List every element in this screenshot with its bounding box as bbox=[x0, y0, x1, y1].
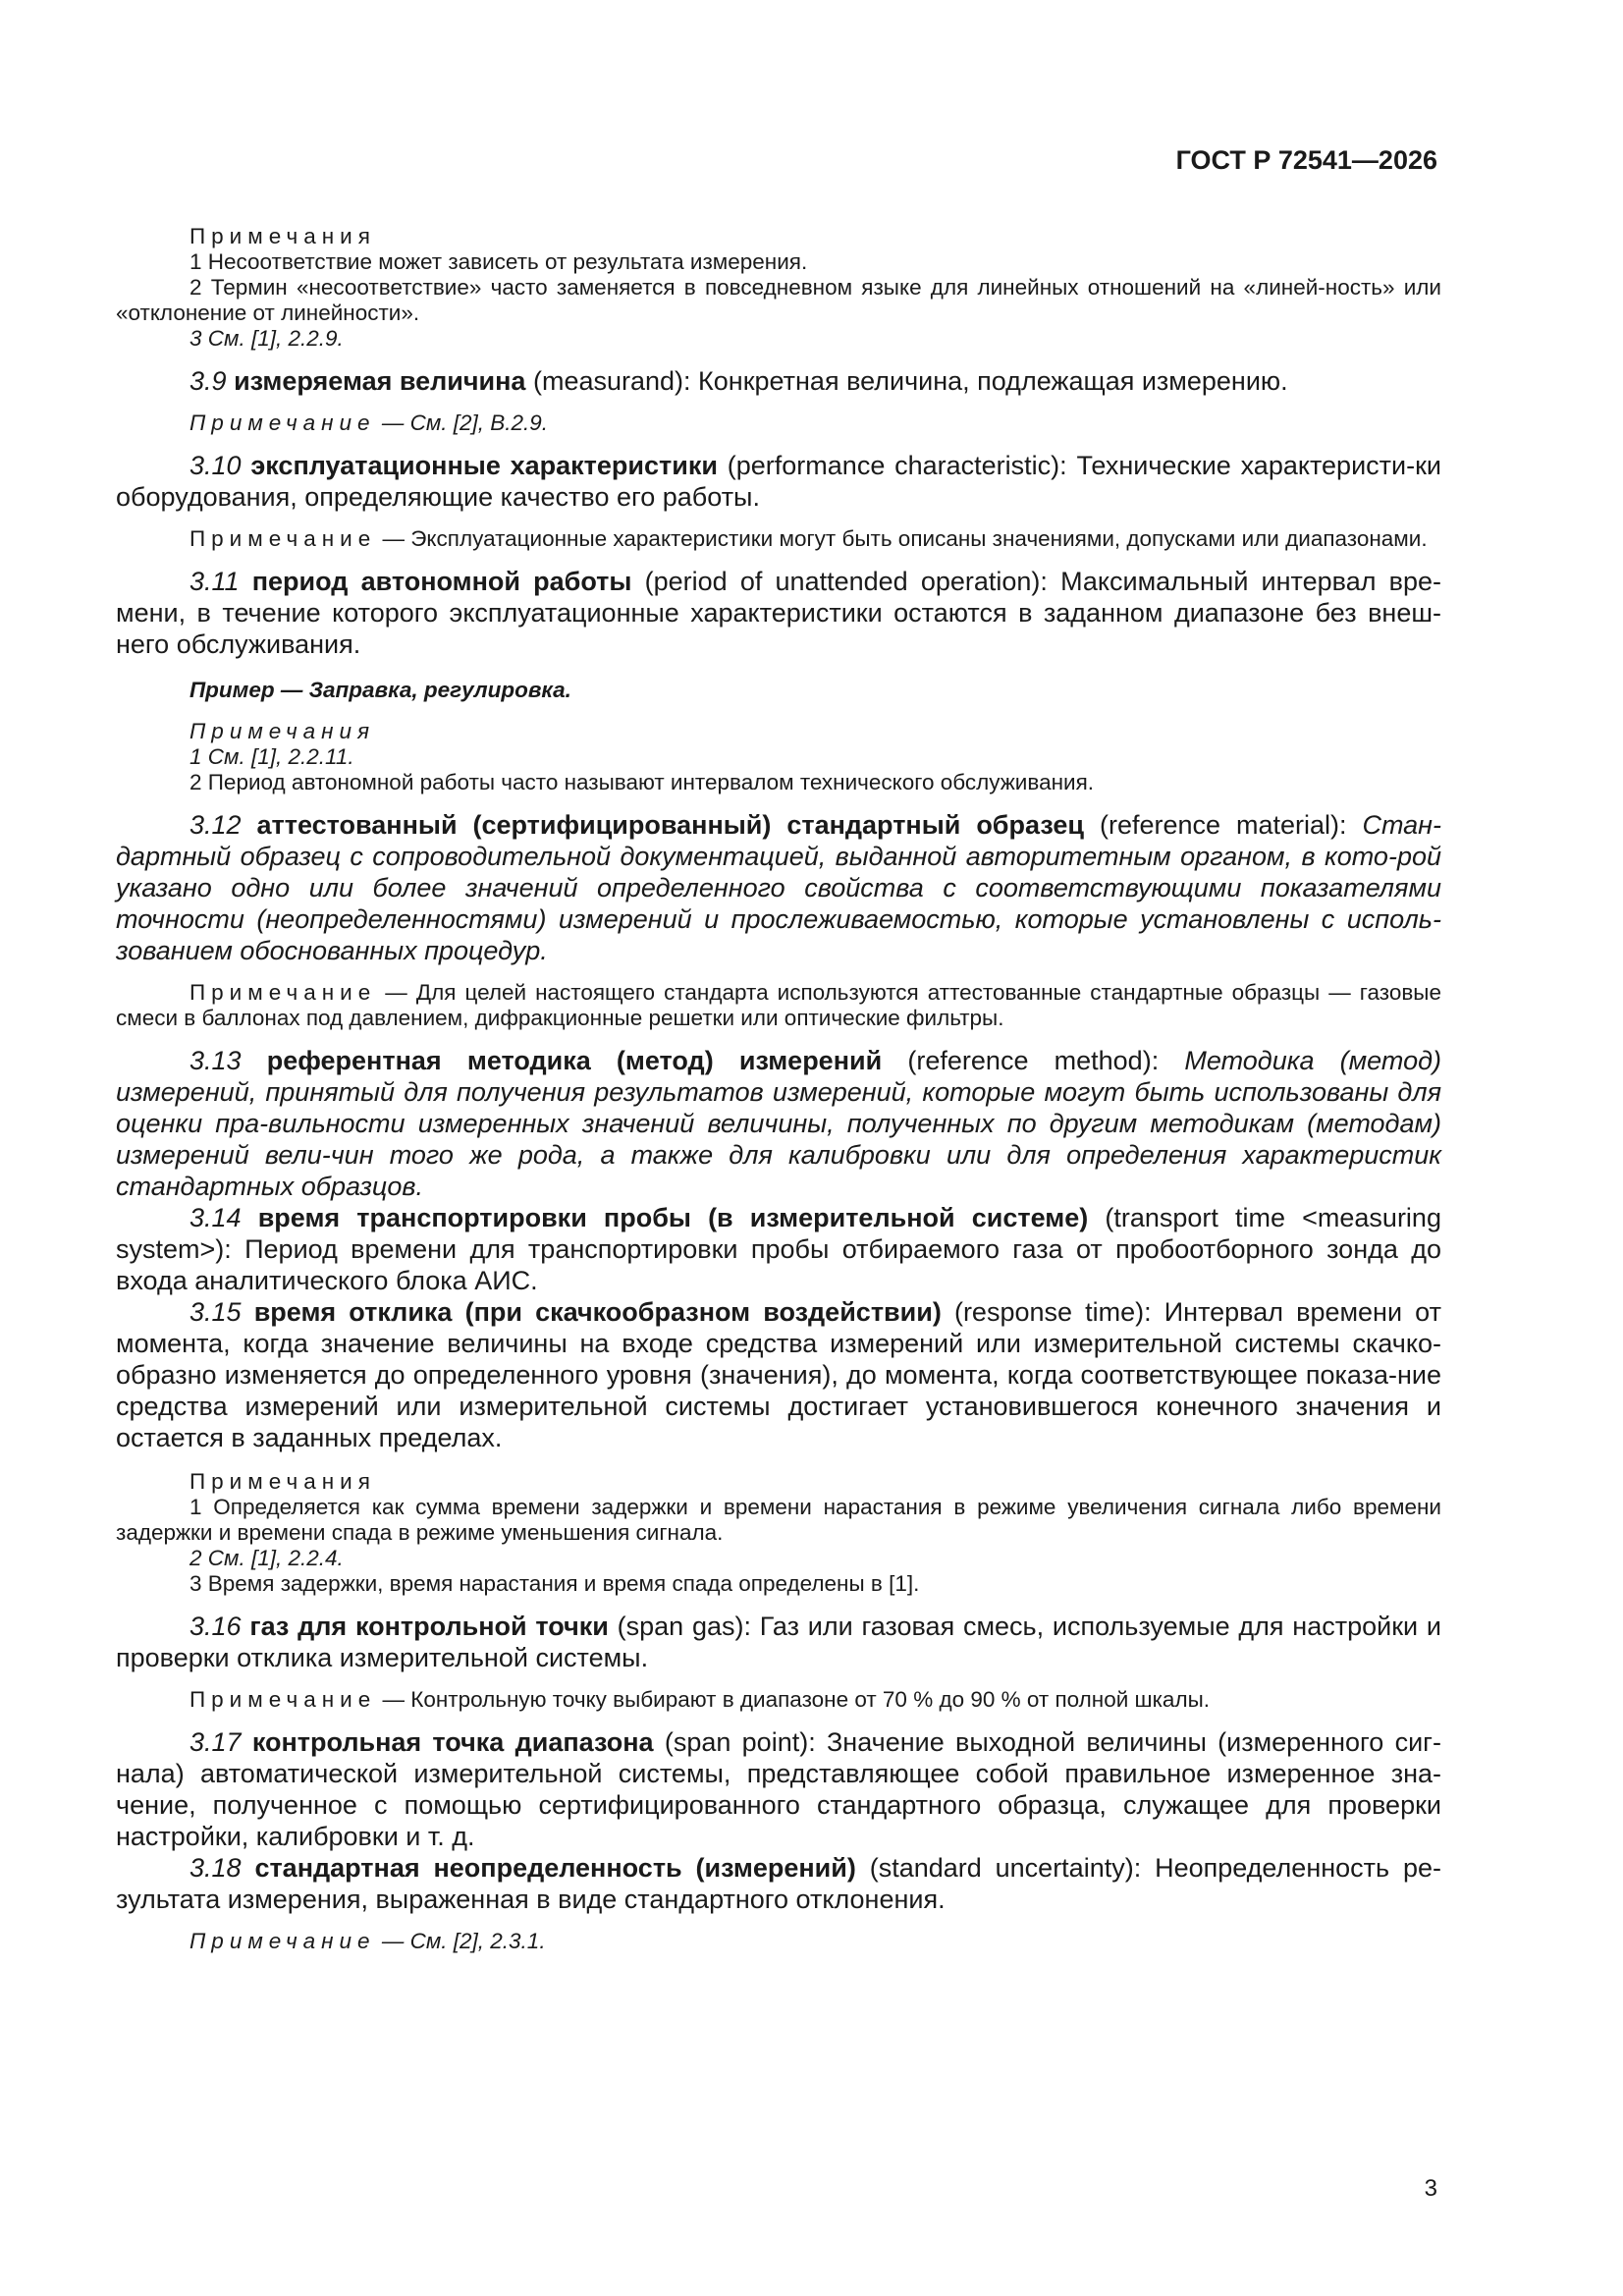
example-3-11: Пример — Заправка, регулировка. bbox=[189, 678, 571, 702]
term-definition: Технические характеристи-ки оборудования, определяющие качество его работы. bbox=[116, 451, 1441, 512]
note-label: Примечание bbox=[189, 410, 376, 435]
term-definition: Интервал времени от момента, когда значение величины на входе средства измерений или измерительной системы скачко-образно изменяется до определенного уровня (значения), до момента, когда соответствующее показа-ние средства измерений или измерительной системы достигает установившегося конечного значения и остается в заданных пределах. bbox=[116, 1297, 1441, 1452]
note-3-9 bbox=[116, 410, 1441, 436]
term-entry-3-17 bbox=[116, 1726, 1441, 1852]
term-english: (response time): bbox=[953, 1297, 1152, 1327]
term-name: измеряемая величина bbox=[234, 366, 526, 396]
note-item: 2 Период автономной работы часто называют интервалом технического обслуживания. bbox=[189, 770, 1095, 794]
note-3-12 bbox=[116, 980, 1441, 1031]
term-english: (reference method): bbox=[907, 1046, 1160, 1075]
term-english: (performance characteristic): bbox=[727, 451, 1067, 480]
notes-title: Примечания bbox=[189, 224, 376, 248]
term-entry-3-13 bbox=[116, 1045, 1441, 1202]
term-definition: Конкретная величина, подлежащая измерению. bbox=[690, 366, 1288, 396]
term-number: 3.15 bbox=[189, 1297, 242, 1327]
note-3-10 bbox=[116, 526, 1441, 552]
term-number: 3.9 bbox=[189, 366, 227, 396]
term-english: (period of unattended operation): bbox=[644, 567, 1048, 596]
term-english: (reference material): bbox=[1099, 810, 1347, 840]
term-definition: Газ или газовая смесь, используемые для настройки и проверки отклика измерительной системы. bbox=[116, 1612, 1441, 1672]
term-entry-3-18 bbox=[116, 1852, 1441, 1915]
note-3-18 bbox=[116, 1929, 1441, 1954]
note-label: Примечание bbox=[189, 526, 377, 551]
term-name: время отклика (при скачкообразном воздействии) bbox=[253, 1297, 942, 1327]
term-entry-3-10 bbox=[116, 450, 1441, 513]
note-label: Примечание bbox=[189, 980, 377, 1005]
note-item: 3 Время задержки, время нарастания и время спада определены в [1]. bbox=[189, 1571, 920, 1596]
term-english: (span gas): bbox=[617, 1612, 751, 1641]
note-item: 2 См. [1], 2.2.4. bbox=[189, 1546, 344, 1570]
notes-title: Примечания bbox=[189, 1469, 376, 1494]
term-number: 3.12 bbox=[189, 810, 242, 840]
term-entry-3-11 bbox=[116, 566, 1441, 660]
note-3-16 bbox=[116, 1687, 1441, 1713]
term-number: 3.13 bbox=[189, 1046, 242, 1075]
note-text: — Для целей настоящего стандарта используются аттестованные стандартные образцы — газовые смеси в баллонах под давлением, дифракционные решетки или оптические фильтры. bbox=[116, 980, 1441, 1030]
note-label: Примечание bbox=[189, 1929, 376, 1953]
term-name: референтная методика (метод) измерений bbox=[266, 1046, 883, 1075]
term-definition: Значение выходной величины (измеренного сиг-нала) автоматической измерительной системы, представляющее собой правильное измеренное зна-чение, полученное с помощью сертифицированного стандартного образца, служащее для проверки настройки, калибровки и т. д. bbox=[116, 1727, 1441, 1851]
document-body bbox=[116, 224, 1441, 1954]
term-entry-3-15 bbox=[116, 1296, 1441, 1453]
term-english: (transport time <measuring system>): bbox=[116, 1203, 1441, 1264]
term-definition: Период времени для транспортировки пробы отбираемого газа от пробоотборного зонда до входа аналитического блока АИС. bbox=[116, 1234, 1441, 1295]
note-text: — См. [2], 2.3.1. bbox=[375, 1929, 546, 1953]
note-item: 1 Несоответствие может зависеть от результата измерения. bbox=[189, 249, 808, 274]
term-number: 3.16 bbox=[189, 1612, 242, 1641]
notes-title: Примечания bbox=[189, 719, 376, 743]
term-number: 3.10 bbox=[189, 451, 242, 480]
term-name: аттестованный (сертифицированный) стандартный образец bbox=[256, 810, 1085, 840]
term-definition: Неопределенность ре-зультата измерения, выраженная в виде стандартного отклонения. bbox=[116, 1853, 1441, 1914]
term-name: эксплуатационные характеристики bbox=[250, 451, 718, 480]
term-name: контрольная точка диапазона bbox=[251, 1727, 654, 1757]
note-text: — Эксплуатационные характеристики могут быть описаны значениями, допусками или диапазонами. bbox=[376, 526, 1428, 551]
term-name: период автономной работы bbox=[251, 567, 632, 596]
term-name: газ для контрольной точки bbox=[249, 1612, 609, 1641]
note-text: — См. [2], В.2.9. bbox=[375, 410, 549, 435]
term-english: (standard uncertainty): bbox=[869, 1853, 1142, 1883]
page-number: 3 bbox=[1424, 2175, 1437, 2202]
term-name: стандартная неопределенность (измерений) bbox=[254, 1853, 856, 1883]
term-name: время транспортировки пробы (в измерительной системе) bbox=[257, 1203, 1089, 1232]
term-number: 3.18 bbox=[189, 1853, 242, 1883]
term-entry-3-9 bbox=[116, 365, 1441, 397]
term-number: 3.14 bbox=[189, 1203, 242, 1232]
term-definition: Стан-дартный образец с сопроводительной документацией, выданной авторитетным органом, в кото-рой указано одно или более значений определенного свойства с соответствующими показателями точности (неопределенностями) измерений и прослеживаемостью, которые установлены с исполь-зованием обоснованных процедур. bbox=[116, 810, 1441, 965]
note-item: 3 См. [1], 2.2.9. bbox=[189, 326, 344, 351]
term-number: 3.17 bbox=[189, 1727, 242, 1757]
term-entry-3-16 bbox=[116, 1611, 1441, 1673]
note-item: 2 Термин «несоответствие» часто заменяется в повседневном языке для линейных отношений на «линей-ность» или «отклонение от линейности». bbox=[116, 275, 1441, 325]
document-header-code: ГОСТ Р 72541—2026 bbox=[1175, 145, 1437, 175]
note-label: Примечание bbox=[189, 1687, 377, 1712]
note-text: — Контрольную точку выбирают в диапазоне от 70 % до 90 % от полной шкалы. bbox=[376, 1687, 1210, 1712]
term-entry-3-12 bbox=[116, 809, 1441, 966]
term-english: (span point): bbox=[664, 1727, 816, 1757]
note-item: 1 Определяется как сумма времени задержки и времени нарастания в режиме увеличения сигнала либо времени задержки и времени спада в режиме уменьшения сигнала. bbox=[116, 1495, 1441, 1545]
term-definition: Максимальный интервал вре-мени, в течение которого эксплуатационные характеристики остаются в заданном диапазоне без внеш-него обслуживания. bbox=[116, 567, 1441, 659]
term-english: (measurand): bbox=[532, 366, 691, 396]
term-definition: Методика (метод) измерений, принятый для получения результатов измерений, которые могут быть использованы для оценки пра-вильности измеренных значений величины, полученных по другим методикам (методам) измерений вели-чин того же рода, а также для калибровки или для определения характеристик стандартных образцов. bbox=[116, 1046, 1442, 1201]
note-item: 1 См. [1], 2.2.11. bbox=[189, 744, 354, 769]
term-number: 3.11 bbox=[189, 567, 240, 596]
term-entry-3-14 bbox=[116, 1202, 1441, 1296]
